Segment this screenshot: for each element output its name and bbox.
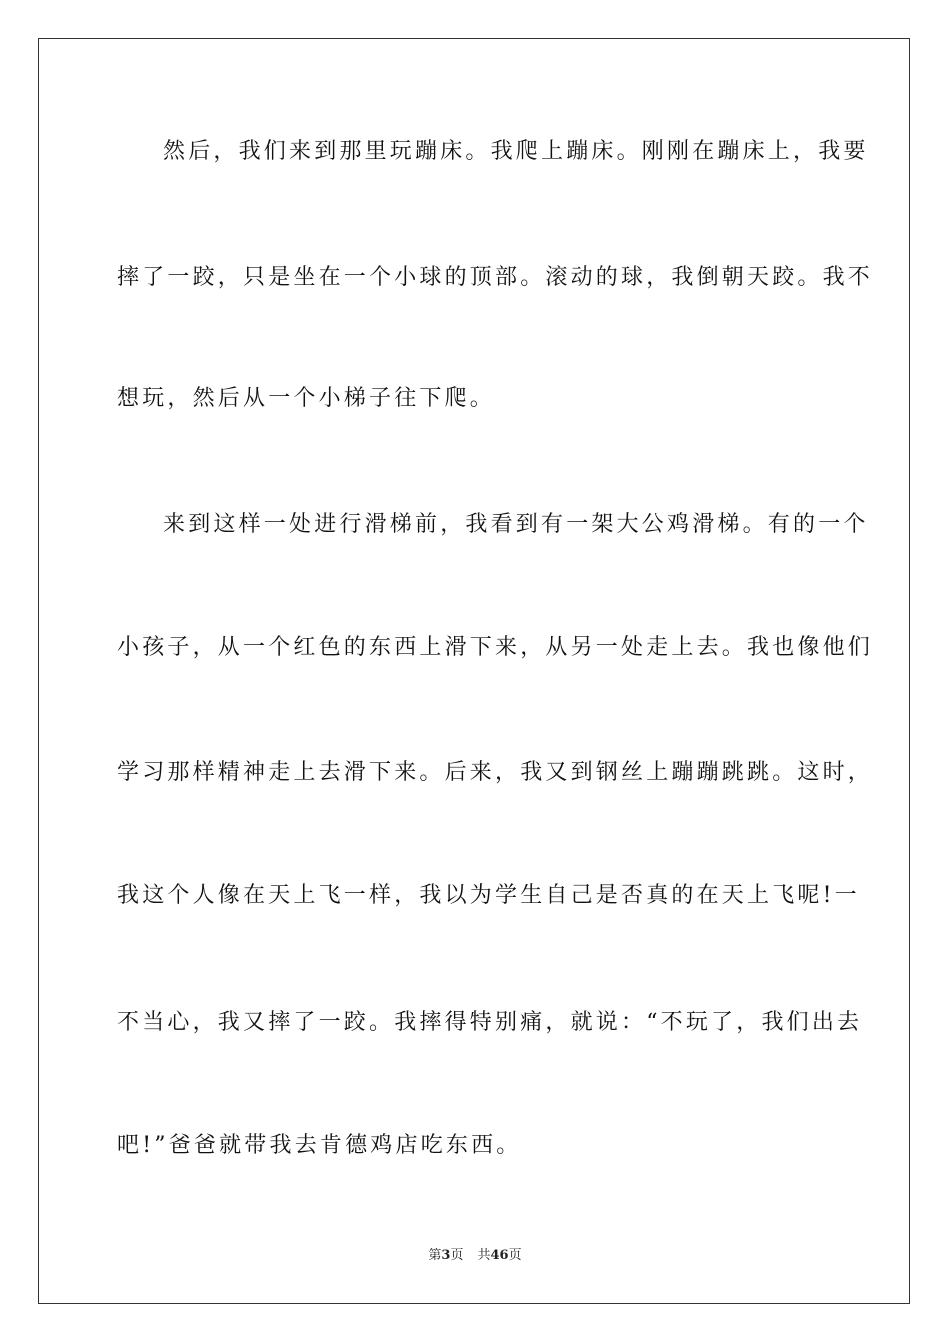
paragraph-2-line-5: 不当心，我又摔了一跤。我摔得特别痛，就说：“不玩了，我们出去: [117, 1010, 863, 1035]
paragraph-2-line-2: 小孩子，从一个红色的东西上滑下来，从另一处走上去。我也像他们: [117, 635, 874, 660]
paragraph-1-line-2: 摔了一跤，只是坐在一个小球的顶部。滚动的球，我倒朝天跤。我不: [117, 265, 874, 290]
page-frame: [38, 38, 910, 1304]
paragraph-1-line-1: 然后，我们来到那里玩蹦床。我爬上蹦床。刚刚在蹦床上，我要: [163, 139, 869, 164]
total-pages: 46: [490, 1248, 509, 1263]
total-label-suffix: 页: [508, 1248, 522, 1263]
paragraph-2-line-1: 来到这样一处进行滑梯前，我看到有一架大公鸡滑梯。有的一个: [163, 512, 869, 537]
page-number: 3: [441, 1248, 451, 1263]
page-footer: [0, 1247, 950, 1265]
paragraph-2-line-4: 我这个人像在天上飞一样，我以为学生自己是否真的在天上飞呢!一: [117, 883, 860, 908]
paragraph-1-line-3: 想玩，然后从一个小梯子往下爬。: [117, 386, 496, 411]
page-label-suffix: 页: [450, 1248, 464, 1263]
paragraph-2-line-6: 吧!”爸爸就带我去肯德鸡店吃东西。: [117, 1133, 522, 1158]
total-label-prefix: 共: [477, 1248, 491, 1263]
paragraph-2-line-3: 学习那样精神走上去滑下来。后来，我又到钢丝上蹦蹦跳跳。这时，: [117, 760, 874, 785]
page-label-prefix: 第: [428, 1248, 442, 1263]
